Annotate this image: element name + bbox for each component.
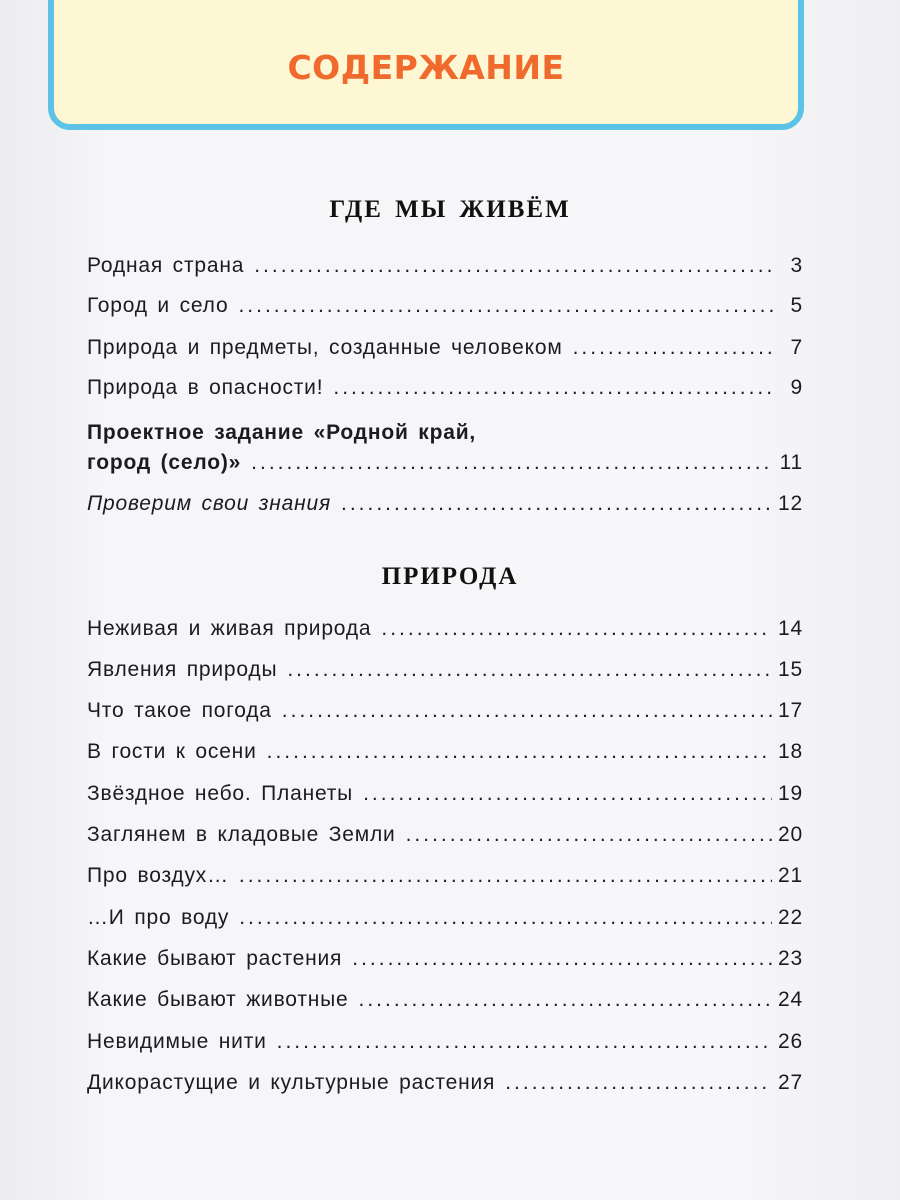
toc-page-number: 26 <box>778 1030 803 1053</box>
toc-entry[interactable] <box>87 698 803 724</box>
toc-leader-dots <box>238 293 775 319</box>
toc-entry[interactable] <box>87 335 803 361</box>
toc-entry-label: Природа в опасности! <box>87 376 324 399</box>
toc-page-number: 17 <box>778 699 803 722</box>
toc-entry-label-line2: город (село)» <box>87 451 242 474</box>
toc-entry[interactable] <box>87 987 803 1013</box>
toc-page-number: 24 <box>778 988 803 1011</box>
toc-entry[interactable] <box>87 491 803 517</box>
toc-entry[interactable] <box>87 739 803 765</box>
toc-entry-label: …И про воду <box>87 906 230 929</box>
toc-leader-dots <box>341 491 772 517</box>
toc-entry[interactable] <box>87 863 803 889</box>
toc-entry-label: В гости к осени <box>87 740 257 763</box>
toc-entry-label: Город и село <box>87 294 229 317</box>
toc-entry[interactable] <box>87 946 803 972</box>
toc-leader-dots <box>254 253 775 279</box>
toc-page-number: 7 <box>790 336 803 359</box>
toc-entry[interactable] <box>87 1029 803 1055</box>
toc-leader-dots <box>359 987 773 1013</box>
toc-entry-label: Какие бывают животные <box>87 988 349 1011</box>
section-title-where-we-live: ГДЕ МЫ ЖИВЁМ <box>329 196 571 223</box>
section-title-nature: ПРИРОДА <box>381 563 519 590</box>
toc-page-number: 14 <box>778 617 803 640</box>
toc-entry[interactable] <box>87 905 803 931</box>
toc-leader-dots <box>333 375 775 401</box>
toc-leader-dots <box>239 905 772 931</box>
toc-entry-label: Проверим свои знания <box>87 492 331 515</box>
toc-entry[interactable] <box>87 657 803 683</box>
toc-page-number: 9 <box>790 376 803 399</box>
toc-entry-label-line1: Проектное задание «Родной край, <box>87 421 477 444</box>
toc-page-number: 22 <box>778 906 803 929</box>
contents-title: СОДЕРЖАНИЕ <box>287 48 565 87</box>
toc-entry-label: Про воздух… <box>87 864 229 887</box>
toc-page-number: 19 <box>778 782 803 805</box>
toc-entry-project[interactable] <box>87 418 803 478</box>
toc-entry-label: Что такое погода <box>87 699 272 722</box>
toc-entry-label: Звёздное небо. Планеты <box>87 782 354 805</box>
toc-leader-dots <box>277 1029 772 1055</box>
toc-leader-dots <box>381 616 772 642</box>
toc-leader-dots <box>352 946 772 972</box>
toc-page-number: 5 <box>790 294 803 317</box>
toc-page-number: 21 <box>778 864 803 887</box>
toc-entry[interactable] <box>87 1070 803 1096</box>
toc-page-number: 12 <box>778 492 803 515</box>
toc-page-number: 3 <box>790 254 803 277</box>
toc-leader-dots <box>363 781 772 807</box>
toc-entry-label: Явления природы <box>87 658 278 681</box>
toc-entry-label: Какие бывают растения <box>87 947 343 970</box>
toc-entry[interactable] <box>87 822 803 848</box>
toc-page-number: 15 <box>778 658 803 681</box>
contents-header-banner <box>48 0 804 130</box>
toc-page-number: 20 <box>778 823 803 846</box>
toc-leader-dots <box>251 448 773 478</box>
toc-leader-dots <box>267 739 772 765</box>
toc-entry[interactable] <box>87 293 803 319</box>
toc-entry-label: Неживая и живая природа <box>87 617 372 640</box>
toc-entry[interactable] <box>87 375 803 401</box>
toc-leader-dots <box>287 657 772 683</box>
toc-page-number: 23 <box>778 947 803 970</box>
toc-leader-dots <box>406 822 772 848</box>
toc-entry[interactable] <box>87 616 803 642</box>
toc-entry-label: Заглянем в кладовые Земли <box>87 823 396 846</box>
toc-page-number: 18 <box>778 740 803 763</box>
toc-leader-dots <box>505 1070 772 1096</box>
toc-leader-dots <box>282 698 772 724</box>
toc-leader-dots <box>573 335 775 361</box>
toc-page-number: 27 <box>778 1071 803 1094</box>
toc-entry-label: Дикорастущие и культурные растения <box>87 1071 496 1094</box>
toc-page-number: 11 <box>779 451 803 474</box>
toc-entry-label: Природа и предметы, созданные человеком <box>87 336 563 359</box>
toc-entry-label: Родная страна <box>87 254 245 277</box>
toc-entry-label: Невидимые нити <box>87 1030 267 1053</box>
toc-entry[interactable] <box>87 781 803 807</box>
toc-leader-dots <box>239 863 772 889</box>
toc-entry[interactable] <box>87 253 803 279</box>
